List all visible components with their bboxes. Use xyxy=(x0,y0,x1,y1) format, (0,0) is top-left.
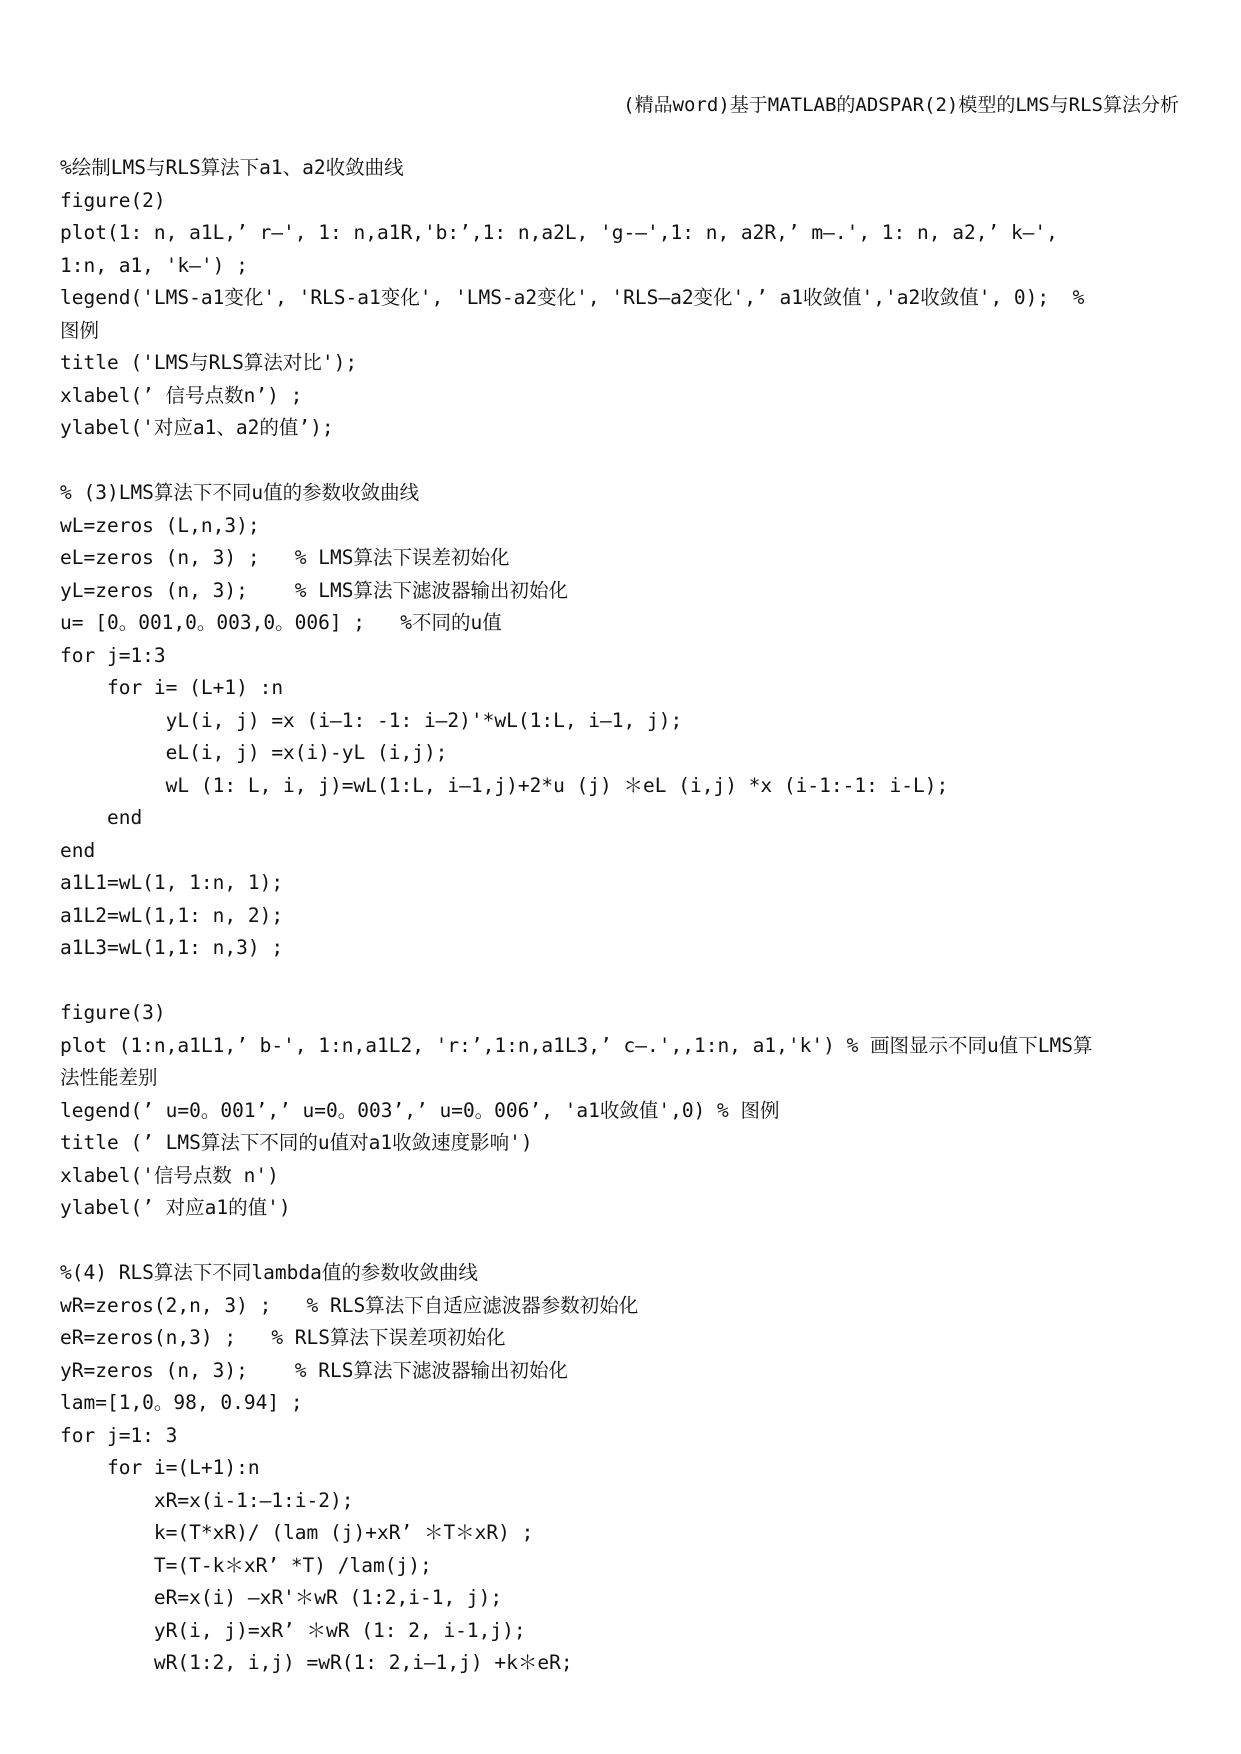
code-line: eL=zeros (n, 3) ; % LMS算法下误差初始化 xyxy=(60,546,510,569)
code-line: wR=zeros(2,n, 3) ; % RLS算法下自适应滤波器参数初始化 xyxy=(60,1293,639,1317)
code-line: legend(’ u=0。001’,’ u=0。003’,’ u=0。006’, 'a1收敛值',0) % 图例 xyxy=(60,1098,780,1122)
code-line: for j=1:3 xyxy=(60,643,166,667)
code-line: yR(i, j)=xR’ ＊wR (1: 2, i-1,j); xyxy=(60,1618,526,1642)
code-line: figure(2) xyxy=(60,188,166,212)
code-line: a1L3=wL(1,1: n,3) ; xyxy=(60,936,284,959)
code-line: legend('LMS-a1变化', 'RLS-a1变化', 'LMS-a2变化', 'RLS—a2变化',’ a1收敛值','a2收敛值', 0); % xyxy=(60,286,1085,309)
code-line: wL (1: L, i, j)=wL(1:L, i—1,j)+2*u (j) ＊eL (i,j) *x (i-1:-1: i-L); xyxy=(60,773,949,797)
code-line: % (3)LMS算法下不同u值的参数收敛曲线 xyxy=(60,481,420,504)
code-line: yR=zeros (n, 3); % RLS算法下滤波器输出初始化 xyxy=(60,1358,568,1382)
code-line: lam=[1,0。98, 0.94] ; xyxy=(60,1391,303,1414)
code-line: eR=x(i) —xR'＊wR (1:2,i-1, j); xyxy=(60,1586,503,1609)
code-line: figure(3) xyxy=(60,1001,166,1024)
code-line: plot (1:n,a1L1,’ b-', 1:n,a1L2, 'r:’,1:n,a1L3,’ c—.',,1:n, a1,'k') % 画图显示不同u值下LMS算 xyxy=(60,1033,1093,1057)
code-line: u= [0。001,0。003,0。006] ; %不同的u值 xyxy=(60,611,502,634)
code-line: yL=zeros (n, 3); % LMS算法下滤波器输出初始化 xyxy=(60,578,568,602)
code-line: xlabel('信号点数 n') xyxy=(60,1163,279,1187)
code-line: end xyxy=(60,806,143,829)
code-line xyxy=(60,445,1190,478)
code-line: title ('LMS与RLS算法对比'); xyxy=(60,351,358,374)
code-line xyxy=(60,1225,1190,1258)
running-header: (精品word)基于MATLAB的ADSPAR(2)模型的LMS与RLS算法分析 xyxy=(623,94,1179,116)
code-listing xyxy=(60,152,1190,1680)
code-line: wL=zeros (L,n,3); xyxy=(60,513,260,537)
code-line: eL(i, j) =x(i)-yL (i,j); xyxy=(60,741,448,764)
code-line: wR(1:2, i,j) =wR(1: 2,i—1,j) +k＊eR; xyxy=(60,1651,573,1674)
code-line: k=(T*xR)/ (lam (j)+xR’ ＊T＊xR) ; xyxy=(60,1521,534,1544)
code-line: plot(1: n, a1L,’ r—', 1: n,a1R,'b:’,1: n,a2L, 'g-—',1: n, a2R,’ m—.', 1: n, a2,’ k—', xyxy=(60,221,1058,244)
code-line: 法性能差别 xyxy=(60,1066,158,1089)
code-line: xR=x(i-1:—1:i-2); xyxy=(60,1488,354,1512)
code-line: %(4) RLS算法下不同lambda值的参数收敛曲线 xyxy=(60,1261,478,1284)
code-line xyxy=(60,965,1190,998)
code-line: yL(i, j) =x (i—1: -1: i—2)'*wL(1:L, i—1, j); xyxy=(60,708,683,732)
code-line: end xyxy=(60,838,96,862)
code-line: ylabel('对应a1、a2的值’); xyxy=(60,416,334,439)
code-line: ylabel(’ 对应a1的值') xyxy=(60,1196,291,1219)
code-line: a1L1=wL(1, 1:n, 1); xyxy=(60,871,284,894)
code-line: eR=zeros(n,3) ; % RLS算法下误差项初始化 xyxy=(60,1326,506,1349)
code-line: xlabel(’ 信号点数n’) ; xyxy=(60,383,303,407)
code-line: for j=1: 3 xyxy=(60,1423,178,1447)
code-line: title (’ LMS算法下不同的u值对a1收敛速度影响') xyxy=(60,1131,533,1154)
code-line: T=(T-k＊xR’ *T) /lam(j); xyxy=(60,1553,432,1577)
code-line: 1:n, a1, 'k—') ; xyxy=(60,253,248,277)
code-line: %绘制LMS与RLS算法下a1、a2收敛曲线 xyxy=(60,156,404,179)
code-line: for i=(L+1):n xyxy=(60,1456,260,1479)
code-line: for i= (L+1) :n xyxy=(60,676,284,699)
code-line: 图例 xyxy=(60,318,100,342)
code-line: a1L2=wL(1,1: n, 2); xyxy=(60,903,284,927)
